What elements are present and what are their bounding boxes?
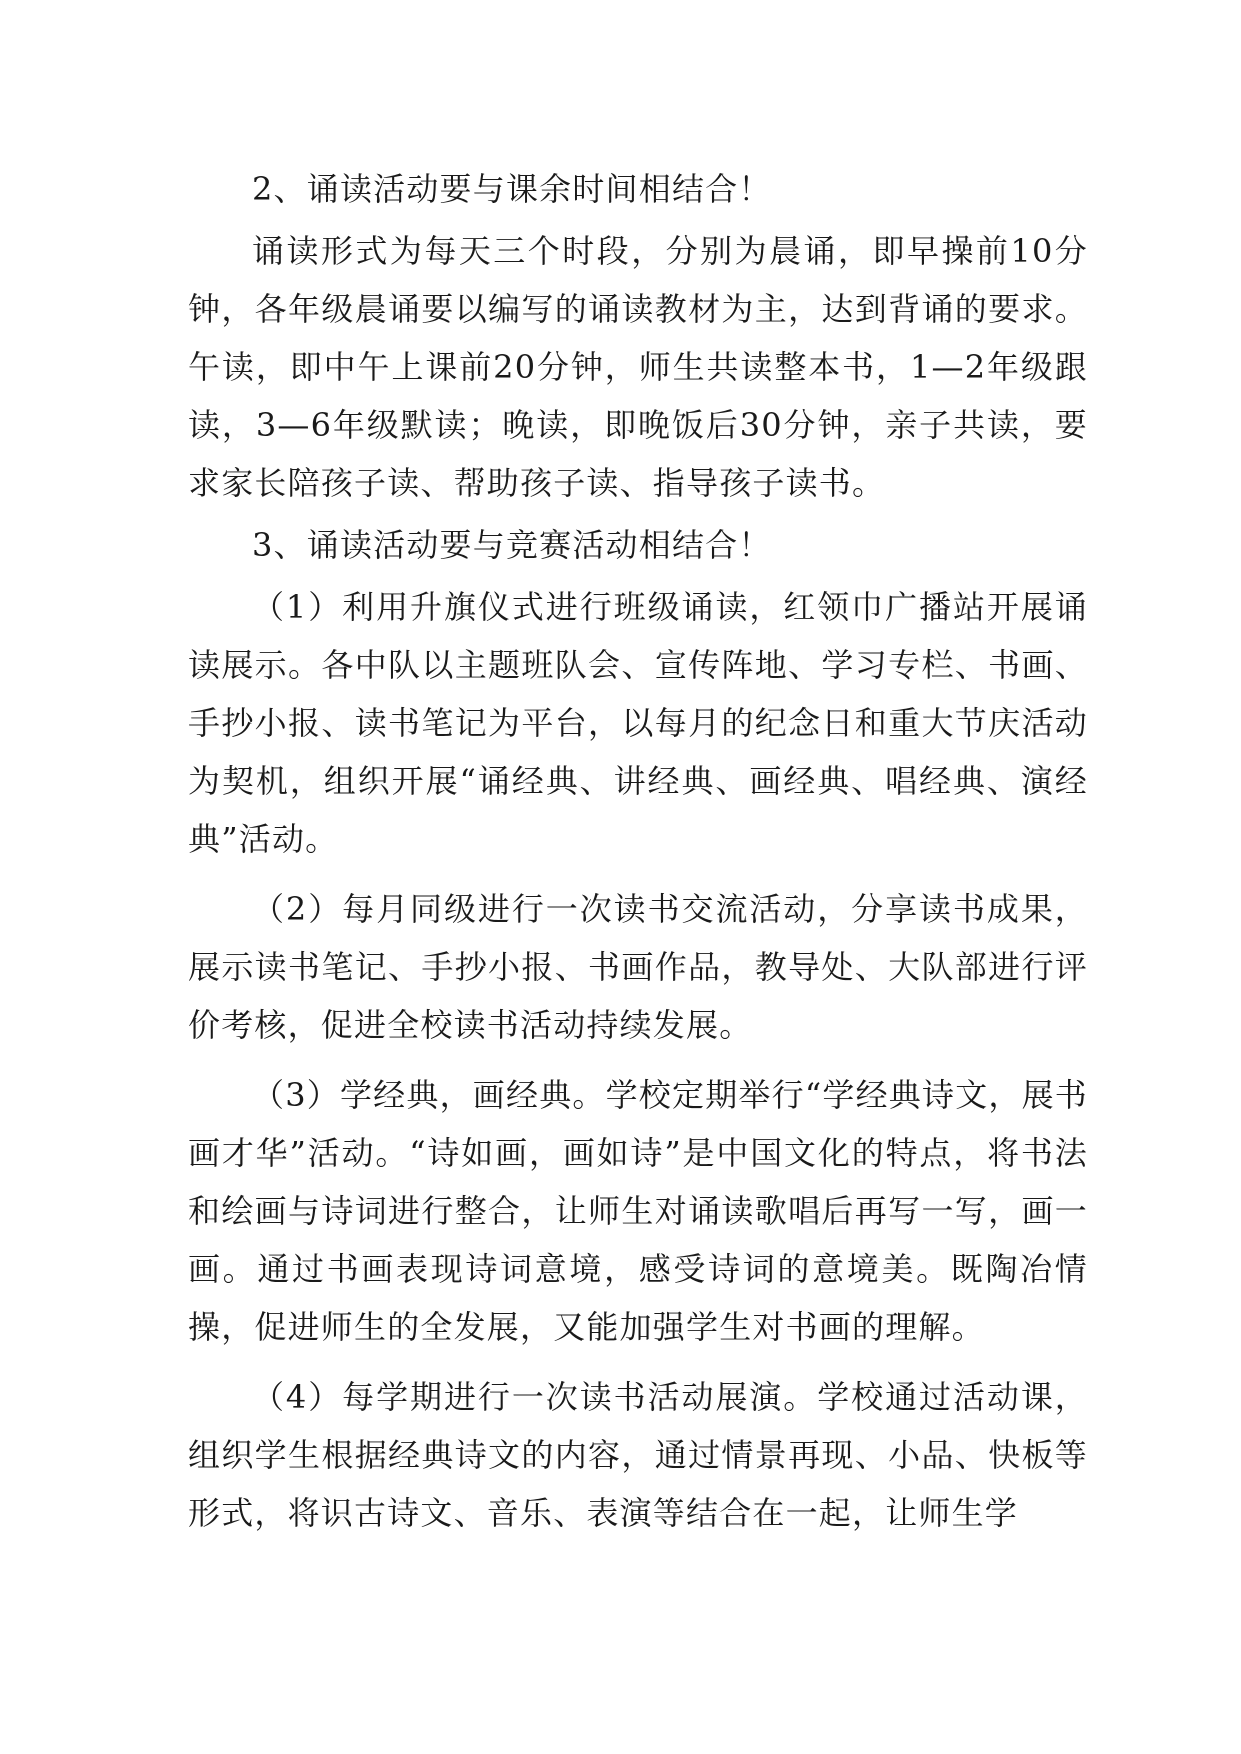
document-page xyxy=(188,160,1088,1542)
section-3-heading: 3、诵读活动要与竞赛活动相结合！ xyxy=(252,526,772,564)
section-2-heading: 2、诵读活动要与课余时间相结合！ xyxy=(252,170,772,208)
section-3-item-4: （4）每学期进行一次读书活动展演。学校通过活动课，组织学生根据经典诗文的内容，通过情景再现、小品、快板等形式，将识古诗文、音乐、表演等结合在一起，让师生学 xyxy=(188,1378,1088,1532)
section-3-item-1: （1）利用升旗仪式进行班级诵读，红领巾广播站开展诵读展示。各中队以主题班队会、宣传阵地、学习专栏、书画、手抄小报、读书笔记为平台，以每月的纪念日和重大节庆活动为契机，组织开展“诵经典、讲经典、画经典、唱经典、演经典”活动。 xyxy=(188,588,1088,858)
section-3-item-3: （3）学经典，画经典。学校定期举行“学经典诗文，展书画才华”活动。“诗如画，画如诗”是中国文化的特点，将书法和绘画与诗词进行整合，让师生对诵读歌唱后再写一写，画一画。通过书画表现诗词意境，感受诗词的意境美。既陶冶情操，促进师生的全发展，又能加强学生对书画的理解。 xyxy=(188,1076,1088,1346)
section-2-body: 诵读形式为每天三个时段，分别为晨诵，即早操前10分钟，各年级晨诵要以编写的诵读教材为主，达到背诵的要求。午读，即中午上课前20分钟，师生共读整本书，1—2年级跟读，3—6年级默读；晚读，即晚饭后30分钟，亲子共读，要求家长陪孩子读、帮助孩子读、指导孩子读书。 xyxy=(188,232,1088,502)
section-3-item-2: （2）每月同级进行一次读书交流活动，分享读书成果，展示读书笔记、手抄小报、书画作品，教导处、大队部进行评价考核，促进全校读书活动持续发展。 xyxy=(188,890,1088,1044)
